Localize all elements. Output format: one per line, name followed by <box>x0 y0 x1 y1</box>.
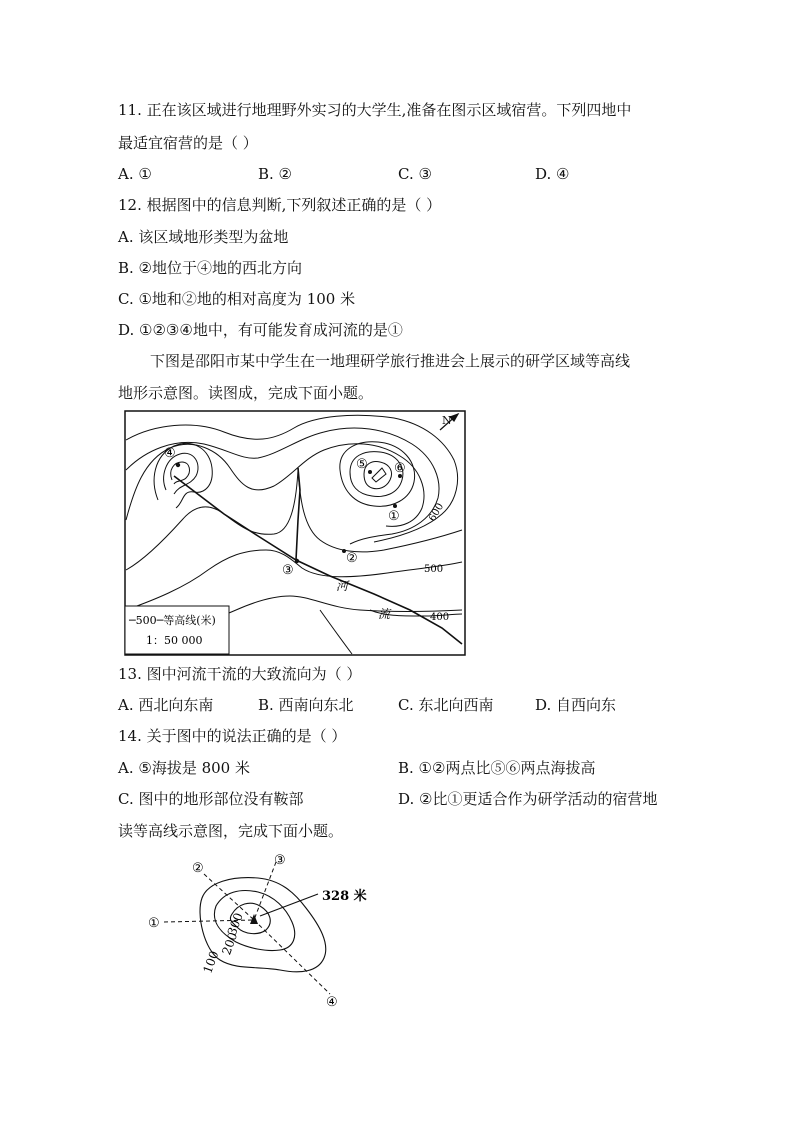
q13-option-c[interactable]: C. 东北向西南 <box>398 696 494 714</box>
contour-label-500: 500 <box>424 564 444 575</box>
map1-point-4: ④ <box>164 446 176 461</box>
contour-label-600: 600 <box>427 501 447 524</box>
q11-option-d[interactable]: D. ④ <box>535 165 570 183</box>
contour-label-400: 400 <box>430 612 450 623</box>
map1-point-1: ① <box>388 509 400 524</box>
map2-contour-100: 100 <box>200 948 222 976</box>
q12-option-d[interactable]: D. ①②③④地中，有可能发育成河流的是① <box>118 321 403 339</box>
q11-option-c[interactable]: C. ③ <box>398 165 432 183</box>
q12-option-c[interactable]: C. ①地和②地的相对高度为 100 米 <box>118 290 356 308</box>
legend-contour: ─500─等高线(米) <box>129 614 216 627</box>
river-char-2: 流 <box>378 607 391 621</box>
q12-option-a[interactable]: A. 该区域地形类型为盆地 <box>118 228 289 246</box>
q13-option-b[interactable]: B. 西南向东北 <box>258 696 354 714</box>
q12-option-b[interactable]: B. ②地位于④地的西北方向 <box>118 259 303 277</box>
q14-option-a[interactable]: A. ⑤海拔是 800 米 <box>118 759 250 777</box>
map1-point-3: ③ <box>282 563 294 578</box>
map1-point-2: ② <box>346 551 358 566</box>
legend-scale: 1：50 000 <box>146 634 203 647</box>
q11-stem-line2: 最适宜宿营的是（ ） <box>118 134 258 152</box>
map2-point-2: ② <box>192 861 204 876</box>
map1-point-5: ⑤ <box>356 457 368 472</box>
map2-point-4: ④ <box>326 995 338 1010</box>
q12-stem: 12. 根据图中的信息判断,下列叙述正确的是（ ） <box>118 196 442 214</box>
q14-option-d[interactable]: D. ②比①更适合作为研学活动的宿营地 <box>398 790 658 808</box>
river-char-1: 河 <box>336 579 349 593</box>
q11-stem-line1: 11. 正在该区域进行地理野外实习的大学生,准备在图示区域宿营。下列四地中 <box>118 101 632 119</box>
q14-stem: 14. 关于图中的说法正确的是（ ） <box>118 727 347 745</box>
intro2-text: 读等高线示意图，完成下面小题。 <box>118 822 344 840</box>
map2-point-1: ① <box>148 916 160 931</box>
contour-map-2 <box>140 852 370 1010</box>
q13-stem: 13. 图中河流干流的大致流向为（ ） <box>118 665 362 683</box>
map1-point-6: ⑥ <box>394 461 406 476</box>
q13-option-a[interactable]: A. 西北向东南 <box>118 696 214 714</box>
map2-point-3: ③ <box>274 853 286 868</box>
peak-label: 328 米 <box>322 889 367 904</box>
intro-line2: 地形示意图。读图成，完成下面小题。 <box>118 384 374 402</box>
q14-option-c[interactable]: C. 图中的地形部位没有鞍部 <box>118 790 304 808</box>
q11-option-b[interactable]: B. ② <box>258 165 293 183</box>
map2-contour-300: 300 <box>224 910 246 938</box>
peak-icon <box>250 914 258 924</box>
north-label: N <box>442 414 452 427</box>
q14-option-b[interactable]: B. ①②两点比⑤⑥两点海拔高 <box>398 759 596 777</box>
q13-option-d[interactable]: D. 自西向东 <box>535 696 617 714</box>
intro-line1: 下图是邵阳市某中学生在一地理研学旅行推进会上展示的研学区域等高线 <box>150 352 631 370</box>
q11-option-a[interactable]: A. ① <box>118 165 152 183</box>
map2-contour-200: 200 <box>219 930 241 957</box>
contour-map-1 <box>124 410 466 656</box>
